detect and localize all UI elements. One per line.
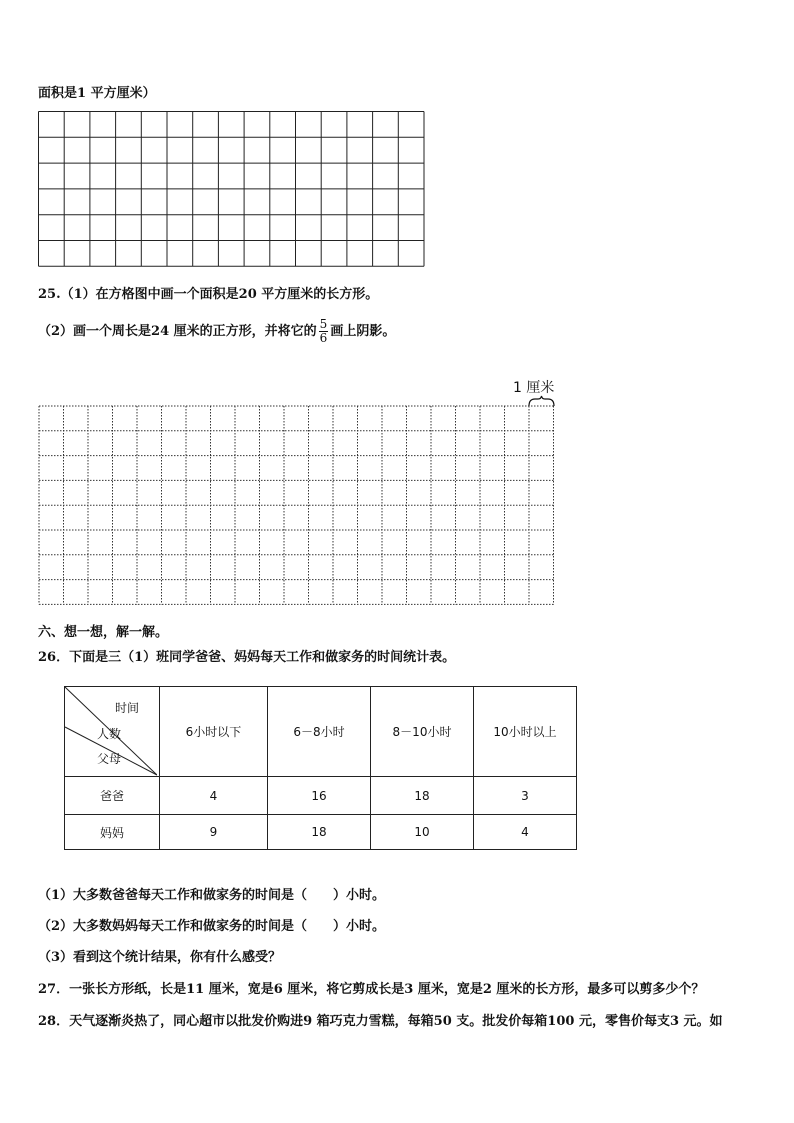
question-25-part-2-tail: 画上阴影。: [330, 324, 396, 339]
header-cell: 10小时以上: [474, 687, 577, 777]
top-text: 面积是1 平方厘米）: [38, 86, 156, 101]
scale-label: 1 厘米: [513, 380, 555, 396]
section-six-heading: 六、想一想，解一解。: [38, 625, 169, 640]
table-row: [65, 777, 577, 815]
question-28: 28．天气逐渐炎热了，同心超市以批发价购进9 箱巧克力雪糕，每箱50 支。批发价每箱100 元，零售价每支3 元。如: [38, 1014, 723, 1029]
table-corner-cell: [65, 687, 160, 777]
table-cell: 4: [474, 815, 577, 850]
corner-label-count: 人数: [97, 727, 122, 741]
time-stats-table: [64, 686, 577, 850]
row-label: 妈妈: [65, 815, 160, 850]
header-cell: 6－8小时: [268, 687, 371, 777]
corner-label-time: 时间: [115, 701, 140, 715]
row-label: 爸爸: [65, 777, 160, 815]
table-cell: 9: [160, 815, 268, 850]
fraction-five-sixths: [319, 318, 329, 345]
table-cell: 10: [371, 815, 474, 850]
fraction-numerator: 5: [319, 317, 328, 331]
question-26-title: 26．下面是三（1）班同学爸爸、妈妈每天工作和做家务的时间统计表。: [38, 650, 456, 665]
question-26-sub-3: （3）看到这个统计结果，你有什么感受？: [38, 950, 282, 965]
question-25-part-1: 25.（1）在方格图中画一个面积是20 平方厘米的长方形。: [38, 287, 379, 302]
question-25-part-2: [38, 318, 395, 345]
dotted-grid-2: [38, 405, 558, 607]
square-grid-1: [38, 110, 426, 268]
fraction-denominator: 6: [319, 331, 328, 345]
corner-label-parents: 父母: [97, 752, 122, 766]
table-cell: 16: [268, 777, 371, 815]
table-cell: 3: [474, 777, 577, 815]
table-row: [65, 815, 577, 850]
question-25-part-2-text: （2）画一个周长是24 厘米的正方形，并将它的: [38, 324, 317, 339]
table-cell: 18: [371, 777, 474, 815]
question-26-sub-2: （2）大多数妈妈每天工作和做家务的时间是（ ）小时。: [38, 919, 386, 934]
question-26-sub-1: （1）大多数爸爸每天工作和做家务的时间是（ ）小时。: [38, 888, 386, 903]
table-cell: 4: [160, 777, 268, 815]
table-cell: 18: [268, 815, 371, 850]
header-cell: 6小时以下: [160, 687, 268, 777]
question-27: 27．一张长方形纸，长是11 厘米，宽是6 厘米，将它剪成长是3 厘米，宽是2 厘米的长方形，最多可以剪多少个？: [38, 982, 705, 997]
header-cell: 8－10小时: [371, 687, 474, 777]
